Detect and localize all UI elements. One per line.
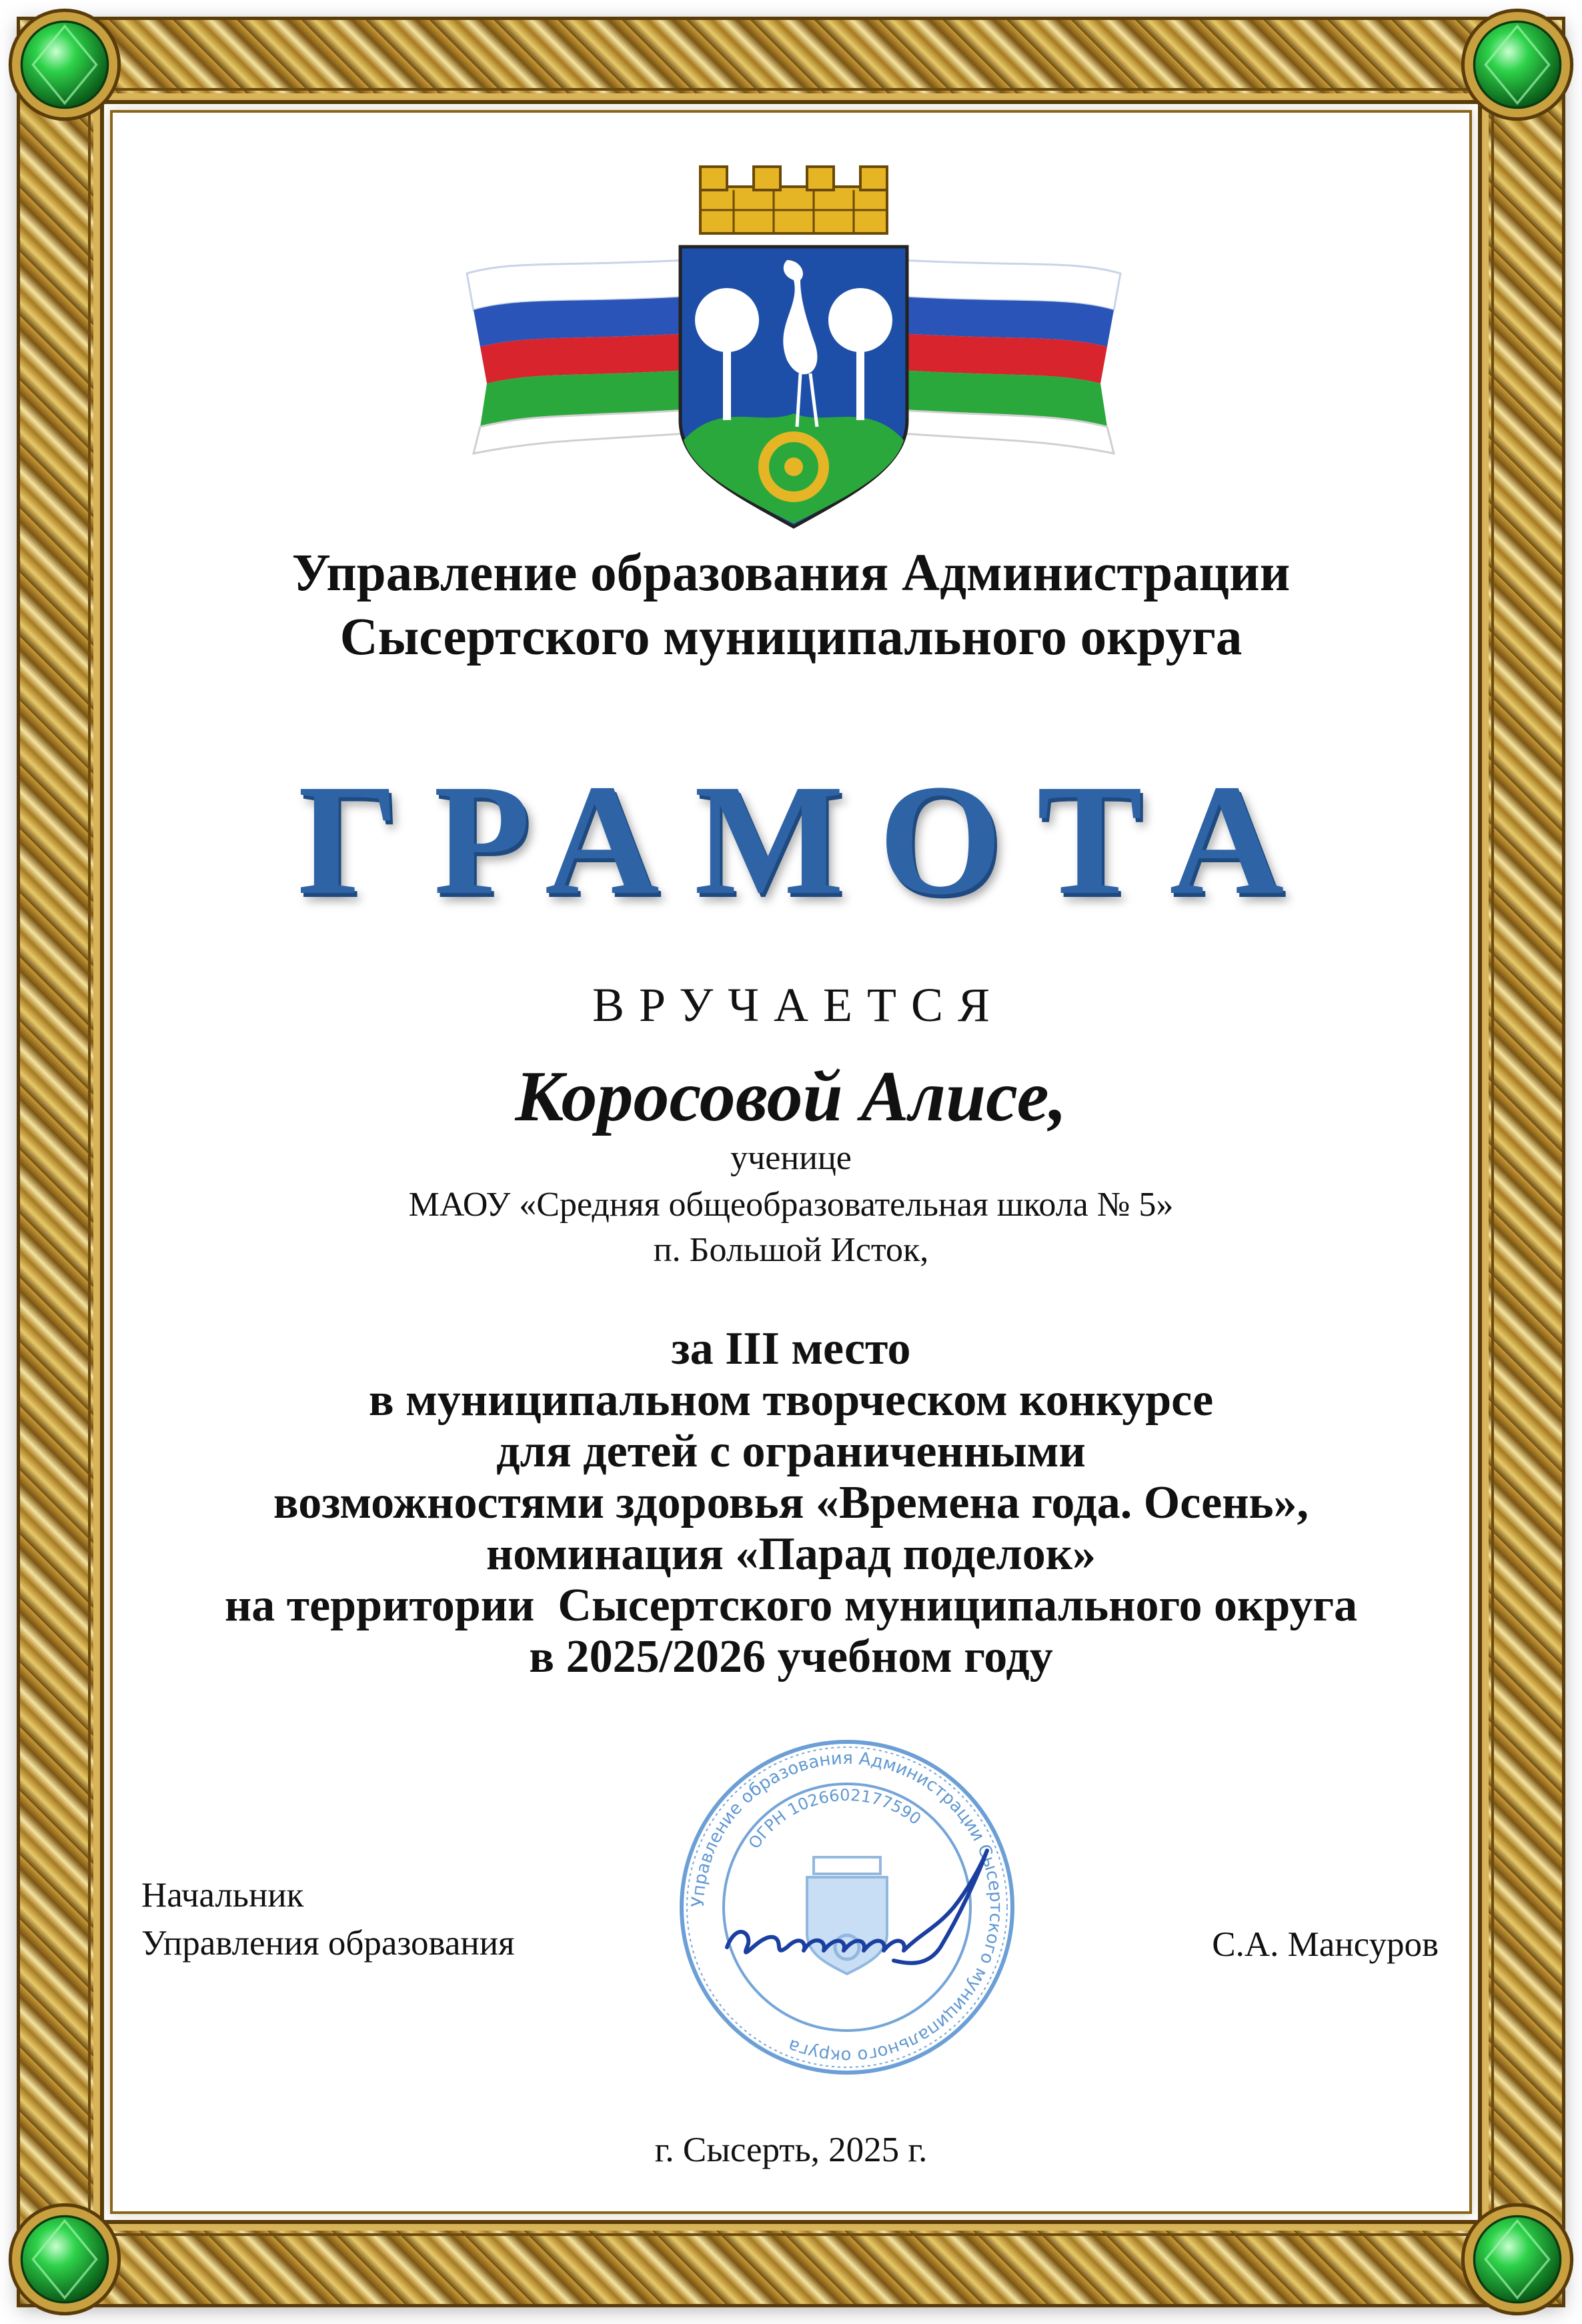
- signatory-position-line-2: Управления образования: [141, 1924, 515, 1963]
- stamp-ogrn-text: ОГРН 1026602177590: [744, 1785, 925, 1853]
- place-date: г. Сысерть, 2025 г.: [654, 2131, 928, 2169]
- organization-heading: [0, 541, 1582, 670]
- left-flag-icon: [467, 260, 687, 453]
- award-line: в муниципальном творческом конкурсе: [368, 1374, 1214, 1426]
- award-line: за III место: [671, 1323, 911, 1374]
- award-line: номинация «Парад поделок»: [486, 1528, 1096, 1580]
- award-line: в 2025/2026 учебном году: [529, 1631, 1053, 1682]
- stamp-emblem-icon: [807, 1857, 887, 1974]
- organization-line-2: Сысертского муниципального округа: [339, 608, 1243, 666]
- green-gem-icon: [8, 8, 121, 121]
- green-gem-icon: [1461, 8, 1574, 121]
- certificate-title: ГРАМОТА: [297, 752, 1319, 928]
- green-gem-icon: [1461, 2203, 1574, 2316]
- signatory-position-line-1: Начальник: [141, 1876, 304, 1915]
- presented-label: ВРУЧАЕТСЯ: [592, 978, 1005, 1032]
- tower-crown-icon: [700, 167, 887, 233]
- green-gem-icon: [8, 2203, 121, 2316]
- stamp-outer-text: Управление образования Администрации Сысертского муниципального округа: [688, 1748, 1006, 2067]
- shield-icon: [680, 247, 907, 527]
- right-flag-icon: [900, 260, 1120, 453]
- recipient-role: ученице: [730, 1139, 852, 1177]
- official-stamp-seal: [674, 1734, 1020, 2081]
- signatory-name: С.А. Мансуров: [1212, 1925, 1439, 1964]
- award-line: для детей с ограниченными: [496, 1426, 1086, 1477]
- award-line: возможностями здоровья «Времена года. Осень»,: [273, 1477, 1309, 1528]
- award-line: на территории Сысертского муниципального округа: [224, 1580, 1358, 1631]
- award-description: [0, 1323, 1582, 1682]
- coat-of-arms-emblem: [454, 160, 1134, 533]
- organization-line-1: Управление образования Администрации: [291, 544, 1291, 602]
- recipient-school: МАОУ «Средняя общеобразовательная школа № 5»: [408, 1186, 1174, 1224]
- recipient-name: Коросовой Алисе,: [515, 1057, 1067, 1136]
- signatory-position: [141, 1871, 514, 1967]
- recipient-village: п. Большой Исток,: [653, 1231, 929, 1269]
